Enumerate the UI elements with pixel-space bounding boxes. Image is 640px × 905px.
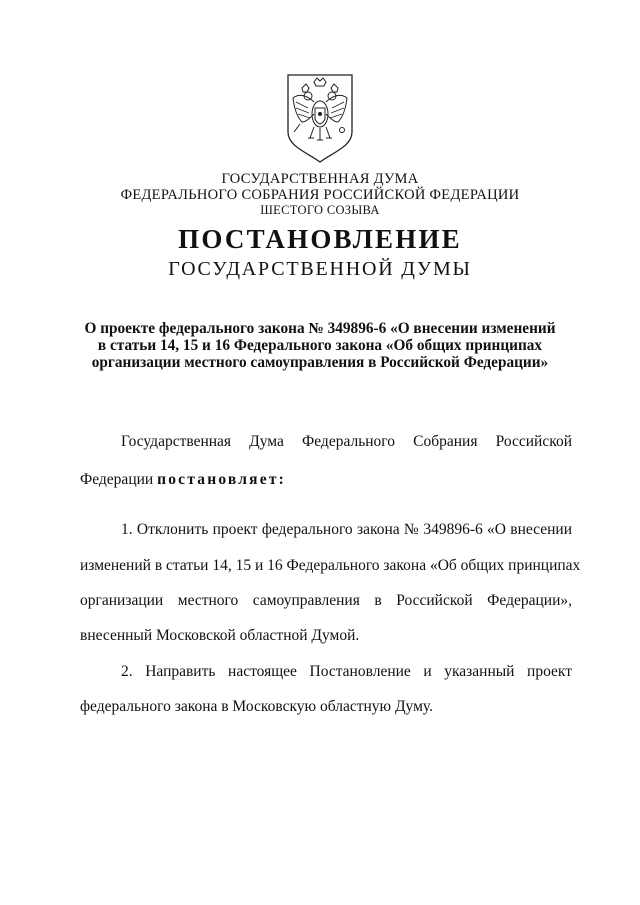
paragraph-line: 1. Отклонить проект федерального закона № 349896-6 «О внесении	[121, 521, 572, 538]
subject-line: в статьи 14, 15 и 16 Федерального закона «Об общих принципах	[97, 337, 543, 354]
convocation: ШЕСТОГО СОЗЫВА	[260, 203, 380, 217]
document-type: ПОСТАНОВЛЕНИЕ	[178, 224, 462, 254]
resolution-keyword: постановляет:	[157, 471, 286, 488]
subject-line: О проекте федерального закона № 349896-6 «О внесении изменений	[84, 320, 556, 337]
paragraph-line: организации местного самоуправления в Российской Федерации»,	[80, 592, 572, 609]
paragraph-line: 2. Направить настоящее Постановление и указанный проект	[121, 663, 572, 680]
document-subject	[40, 320, 600, 371]
preamble-line	[80, 471, 572, 489]
assembly-name: ФЕДЕРАЛЬНОГО СОБРАНИЯ РОССИЙСКОЙ ФЕДЕРАЦИИ	[120, 187, 520, 203]
paragraph-line: изменений в статьи 14, 15 и 16 Федерального закона «Об общих принципах	[80, 557, 581, 574]
document-type-subtitle: ГОСУДАРСТВЕННОЙ ДУМЫ	[168, 258, 472, 280]
coat-of-arms-icon	[284, 72, 356, 164]
paragraph-line: внесенный Московской областной Думой.	[80, 627, 360, 644]
subject-line: организации местного самоуправления в Российской Федерации»	[91, 354, 549, 371]
preamble-line: Государственная Дума Федерального Собрания Российской	[121, 433, 572, 450]
parliament-name: ГОСУДАРСТВЕННАЯ ДУМА	[221, 171, 419, 187]
paragraph-line: федерального закона в Московскую областную Думу.	[80, 698, 433, 715]
preamble-text: Федерации	[80, 471, 158, 488]
